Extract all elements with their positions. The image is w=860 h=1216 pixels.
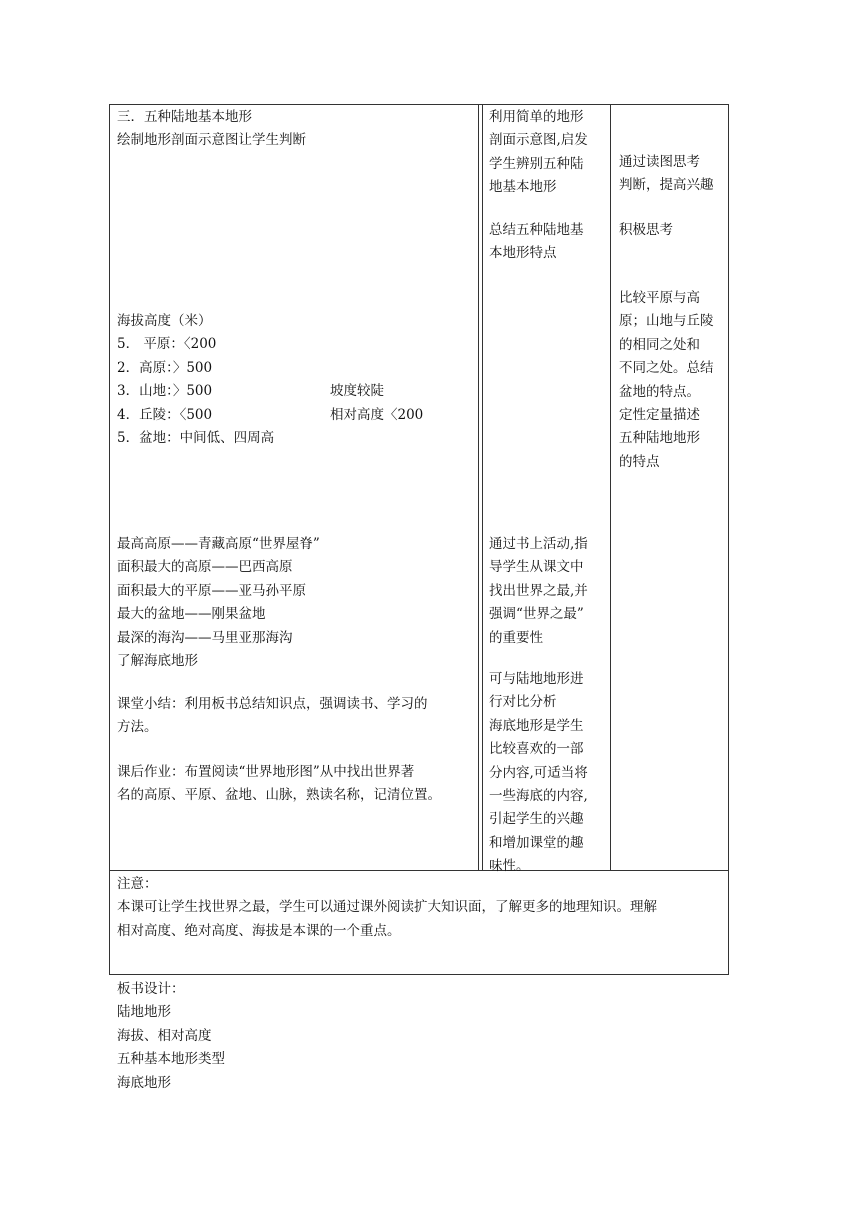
class-summary: 课堂小结：利用板书总结知识点，强调读书、学习的 方法。	[117, 696, 428, 736]
board-design	[117, 978, 517, 1095]
altitude-note: 坡度较陡	[330, 383, 384, 400]
notes-label: 注意：	[117, 876, 158, 892]
board-item: 陆地地形	[117, 1004, 171, 1021]
record-item: 最高高原——青藏高原“世界屋脊”	[117, 536, 320, 552]
altitude-row: 5．盆地：中间低、四周高	[117, 429, 275, 446]
method-block-1: 利用简单的地形 剖面示意图,启发 学生辨别五种陆 地基本地形	[489, 109, 588, 196]
altitude-row: 5． 平原：〈200	[117, 336, 217, 353]
table-border-bottom	[109, 974, 729, 975]
board-item: 海拔、相对高度	[117, 1027, 212, 1044]
section-title: 三．五种陆地基本地形	[117, 109, 252, 125]
notes-line: 相对高度、绝对高度、海拔是本课的一个重点。	[117, 922, 401, 939]
record-item: 最深的海沟——马里亚那海沟	[117, 629, 293, 646]
homework: 课后作业：布置阅读“世界地形图”从中找出世界著 名的高原、平原、盆地、山脉，熟读名称，记清位置。	[117, 764, 441, 804]
altitude-row: 4．丘陵：〈500 相对高度〈200	[117, 404, 477, 427]
student-activity-block-2: 积极思考	[619, 222, 673, 238]
board-item: 海底地形	[117, 1074, 171, 1091]
table-border-right	[728, 104, 729, 975]
section-intro: 绘制地形剖面示意图让学生判断	[117, 132, 306, 149]
table-border-left	[109, 104, 110, 975]
altitude-row: 3．山地：〉500 坡度较陡	[117, 380, 477, 403]
student-activity-block-3: 比较平原与高 原；山地与丘陵 的相同之处和 不同之处。总结 盆地的特点。 定性定量描述 五种陆地地形 的特点	[619, 290, 714, 470]
altitude-note: 相对高度〈200	[330, 406, 424, 423]
record-item: 面积最大的平原——亚马孙平原	[117, 582, 306, 599]
student-activity-block-1: 通过读图思考 判断，提高兴趣	[619, 154, 714, 194]
notes-section	[117, 873, 725, 943]
board-item: 五种基本地形类型	[117, 1051, 225, 1068]
record-item: 了解海底地形	[117, 653, 198, 670]
column-divider-2	[610, 104, 611, 870]
altitude-row: 2．高原：〉500	[117, 359, 213, 376]
table-border-top	[109, 104, 729, 105]
altitude-list	[117, 310, 477, 450]
notes-line: 本课可让学生找世界之最，学生可以通过课外阅读扩大知识面，了解更多的地理知识。理解	[117, 899, 657, 916]
record-item: 面积最大的高原——巴西高原	[117, 559, 293, 576]
column-divider-1	[478, 104, 479, 870]
method-block-3: 通过书上活动,指 导学生从课文中 找出世界之最,并 强调“世界之最” 的重要性	[489, 536, 588, 646]
method-block-2: 总结五种陆地基 本地形特点	[489, 222, 584, 262]
method-block-4: 可与陆地地形进 行对比分析 海底地形是学生 比较喜欢的一部 分内容,可适当将 一些海底的内容, 引起学生的兴趣 和增加课堂的趣 味性。	[489, 671, 588, 875]
teaching-content-column	[117, 106, 477, 153]
table-border-middle	[109, 870, 729, 871]
record-item: 最大的盆地——刚果盆地	[117, 606, 266, 623]
world-records-list	[117, 533, 477, 673]
board-label: 板书设计：	[117, 981, 185, 997]
column-divider-1b	[482, 104, 483, 870]
altitude-header: 海拔高度（米）	[117, 313, 212, 329]
